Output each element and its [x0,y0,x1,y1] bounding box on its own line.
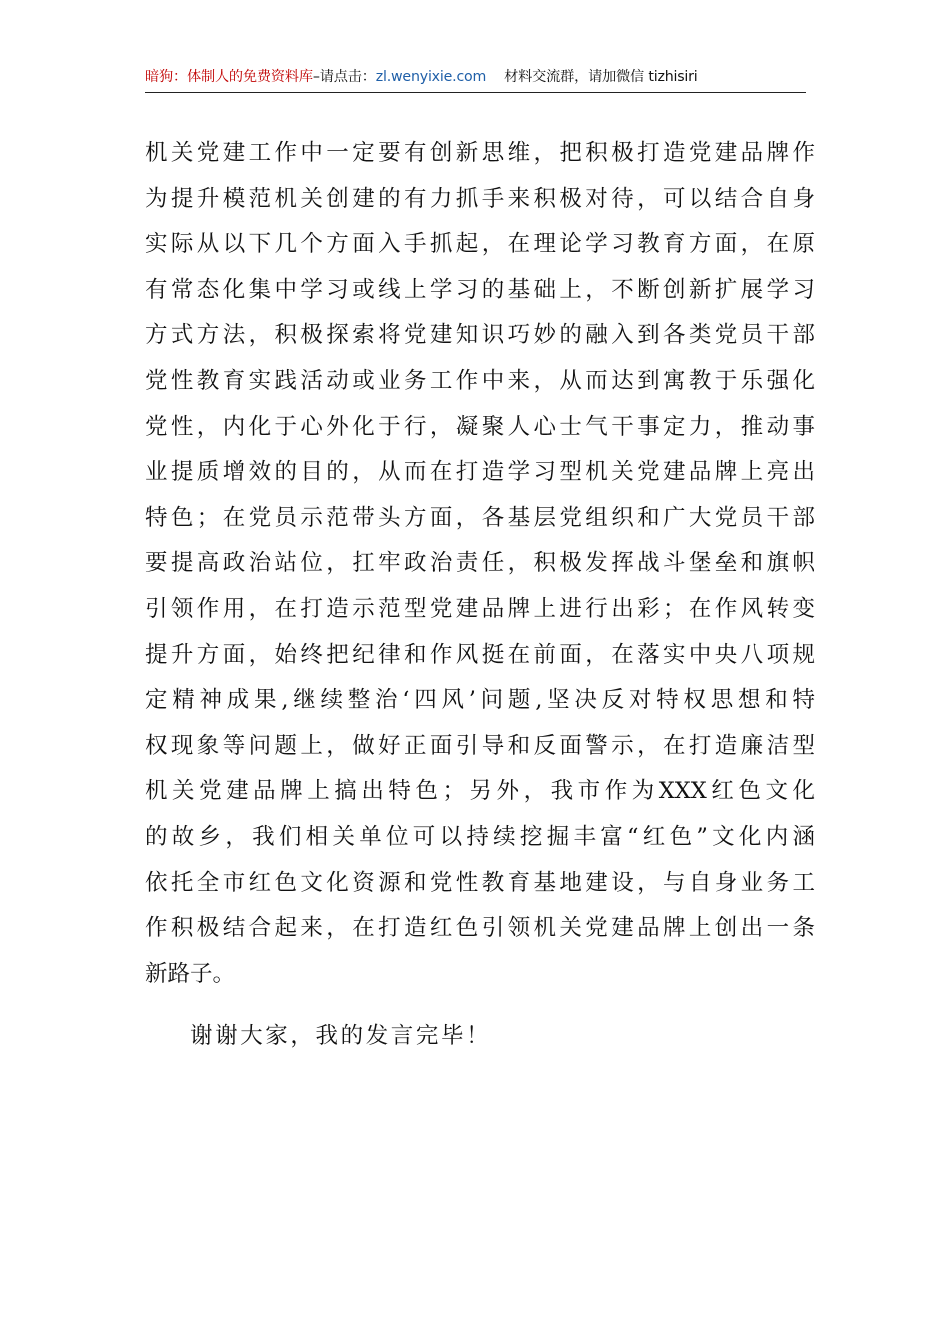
paragraph-line: 要提高政治站位，扛牢政治责任，积极发挥战斗堡垒和旗帜 [145,550,815,577]
paragraph-line: 有常态化集中学习或线上学习的基础上，不断创新扩展学习 [145,276,815,303]
header-brand-text: 暗狗：体制人的免费资料库 [145,69,313,85]
paragraph-line: 的故乡，我们相关单位可以持续挖掘丰富“红色”文化内涵 [145,823,815,850]
header-contact-text: 材料交流群，请加微信 tizhisiri [504,69,698,85]
paragraph-line: 为提升模范机关创建的有力抓手来积极对待，可以结合自身 [145,185,815,212]
paragraph-line: 党性教育实践活动或业务工作中来，从而达到寓教于乐强化 [145,367,815,394]
paragraph-line: 机关党建工作中一定要有创新思维，把积极打造党建品牌作 [145,140,815,166]
speech-paragraph [145,131,815,997]
header-prompt-text: –请点击： [312,69,376,85]
paragraph-line-last: 新路子。 [145,960,236,987]
paragraph-line: 提升方面，始终把纪律和作风挺在前面，在落实中央八项规 [145,641,815,668]
paragraph-line: 机关党建品牌上搞出特色；另外，我市作为XXX红色文化 [145,778,815,805]
paragraph-line: 特色；在党员示范带头方面，各基层党组织和广大党员干部 [145,504,815,531]
closing-remark: 谢谢大家，我的发言完毕！ [190,1023,492,1049]
paragraph-line: 引领作用，在打造示范型党建品牌上进行出彩；在作风转变 [145,595,815,622]
paragraph-line: 实际从以下几个方面入手抓起，在理论学习教育方面，在原 [145,231,815,258]
paragraph-line: 党性，内化于心外化于行，凝聚人心士气干事定力，推动事 [145,413,815,440]
paragraph-line: 权现象等问题上，做好正面引导和反面警示，在打造廉洁型 [145,732,815,759]
page-header [145,66,806,93]
paragraph-line: 业提质增效的目的，从而在打造学习型机关党建品牌上亮出 [145,459,815,486]
header-link[interactable]: zl.wenyixie.com [375,69,487,85]
paragraph-line: 方式方法，积极探索将党建知识巧妙的融入到各类党员干部 [145,322,815,349]
paragraph-line: 定精神成果,继续整治‘四风’问题,坚决反对特权思想和特 [145,687,815,714]
paragraph-line: 作积极结合起来，在打造红色引领机关党建品牌上创出一条 [145,915,815,942]
paragraph-line: 依托全市红色文化资源和党性教育基地建设，与自身业务工 [145,869,815,896]
